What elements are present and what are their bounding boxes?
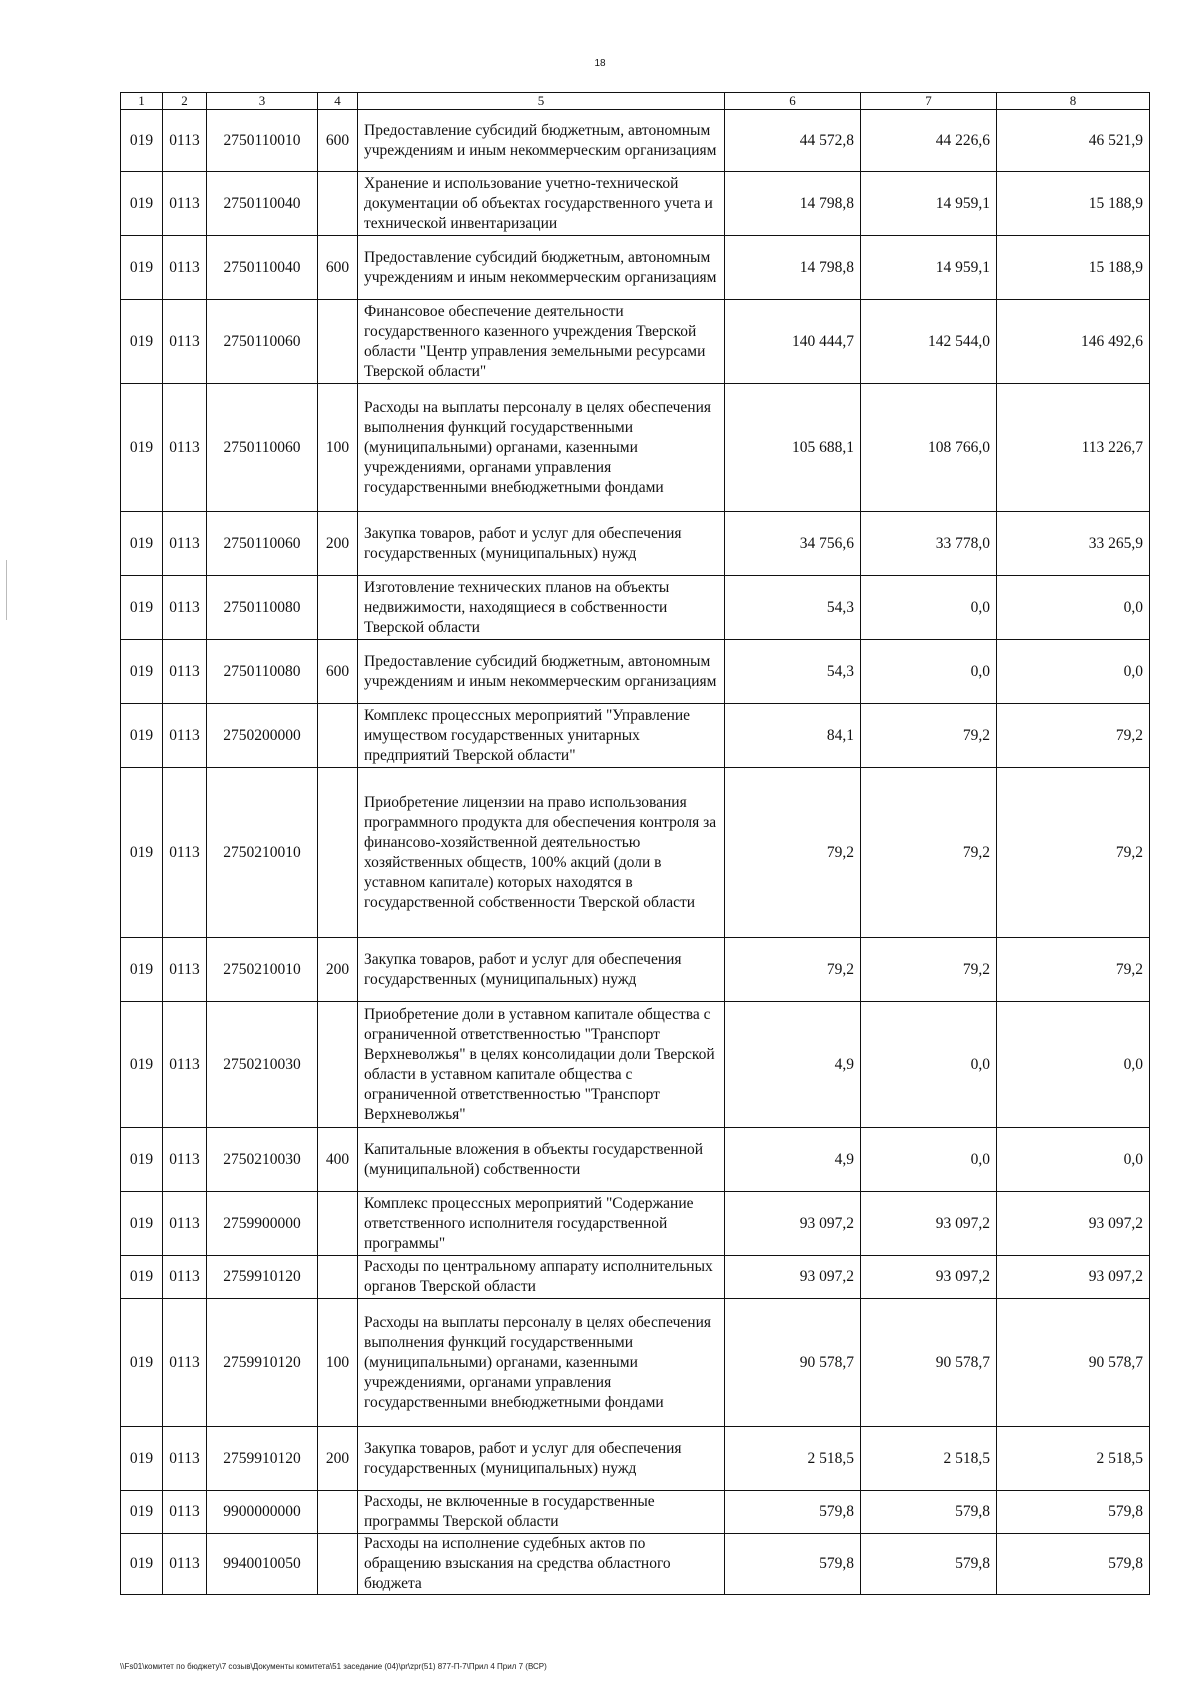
row-description: Предоставление субсидий бюджетным, автономным учреждениям и иным некоммерческим организациям bbox=[358, 236, 725, 300]
target-article-code: 2750110060 bbox=[207, 384, 318, 512]
amount-col-7: 33 778,0 bbox=[861, 512, 997, 576]
table-row bbox=[121, 1002, 1150, 1128]
expense-type-code bbox=[318, 1256, 358, 1299]
row-description: Закупка товаров, работ и услуг для обеспечения государственных (муниципальных) нужд bbox=[358, 1427, 725, 1491]
section-code: 0113 bbox=[163, 384, 207, 512]
admin-code: 019 bbox=[121, 384, 163, 512]
expense-type-code bbox=[318, 300, 358, 384]
amount-col-8: 15 188,9 bbox=[997, 236, 1150, 300]
amount-col-7: 108 766,0 bbox=[861, 384, 997, 512]
admin-code: 019 bbox=[121, 1534, 163, 1595]
target-article-code: 2750210030 bbox=[207, 1002, 318, 1128]
amount-col-8: 79,2 bbox=[997, 938, 1150, 1002]
row-description: Комплекс процессных мероприятий "Управление имуществом государственных унитарных предприятий Тверской области" bbox=[358, 704, 725, 768]
admin-code: 019 bbox=[121, 704, 163, 768]
expense-type-code bbox=[318, 704, 358, 768]
amount-col-8: 79,2 bbox=[997, 768, 1150, 938]
amount-col-7: 0,0 bbox=[861, 576, 997, 640]
row-description: Приобретение доли в уставном капитале общества с ограниченной ответственностью "Транспорт Верхневолжья" в целях консолидации доли Тверской области в уставном капитале общества с ограниченной ответственностью "Транспорт Верхневолжья" bbox=[358, 1002, 725, 1128]
amount-col-6: 2 518,5 bbox=[725, 1427, 861, 1491]
table-row bbox=[121, 768, 1150, 938]
row-description: Комплекс процессных мероприятий "Содержание ответственного исполнителя государственной программы" bbox=[358, 1192, 725, 1256]
admin-code: 019 bbox=[121, 938, 163, 1002]
row-description: Предоставление субсидий бюджетным, автономным учреждениям и иным некоммерческим организациям bbox=[358, 110, 725, 172]
expense-type-code: 100 bbox=[318, 1299, 358, 1427]
amount-col-8: 90 578,7 bbox=[997, 1299, 1150, 1427]
amount-col-6: 34 756,6 bbox=[725, 512, 861, 576]
amount-col-7: 79,2 bbox=[861, 768, 997, 938]
section-code: 0113 bbox=[163, 1299, 207, 1427]
target-article-code: 2750110040 bbox=[207, 172, 318, 236]
section-code: 0113 bbox=[163, 1534, 207, 1595]
table-row bbox=[121, 300, 1150, 384]
section-code: 0113 bbox=[163, 640, 207, 704]
expense-type-code: 100 bbox=[318, 384, 358, 512]
table-row bbox=[121, 1256, 1150, 1299]
amount-col-8: 146 492,6 bbox=[997, 300, 1150, 384]
expense-type-code bbox=[318, 1002, 358, 1128]
header-col-1: 1 bbox=[121, 93, 163, 110]
section-code: 0113 bbox=[163, 300, 207, 384]
expense-type-code bbox=[318, 172, 358, 236]
row-description: Расходы на выплаты персоналу в целях обеспечения выполнения функций государственными (муниципальными) органами, казенными учреждениями, органами управления государственными внебюджетными фондами bbox=[358, 1299, 725, 1427]
table-row bbox=[121, 1192, 1150, 1256]
target-article-code: 2750110080 bbox=[207, 640, 318, 704]
admin-code: 019 bbox=[121, 1256, 163, 1299]
amount-col-8: 0,0 bbox=[997, 1128, 1150, 1192]
header-col-5: 5 bbox=[358, 93, 725, 110]
amount-col-7: 90 578,7 bbox=[861, 1299, 997, 1427]
section-code: 0113 bbox=[163, 1256, 207, 1299]
section-code: 0113 bbox=[163, 1128, 207, 1192]
admin-code: 019 bbox=[121, 640, 163, 704]
row-description: Расходы по центральному аппарату исполнительных органов Тверской области bbox=[358, 1256, 725, 1299]
amount-col-8: 0,0 bbox=[997, 640, 1150, 704]
amount-col-6: 84,1 bbox=[725, 704, 861, 768]
table-row bbox=[121, 1299, 1150, 1427]
amount-col-7: 79,2 bbox=[861, 704, 997, 768]
amount-col-8: 579,8 bbox=[997, 1534, 1150, 1595]
section-code: 0113 bbox=[163, 1491, 207, 1534]
admin-code: 019 bbox=[121, 1002, 163, 1128]
target-article-code: 2750200000 bbox=[207, 704, 318, 768]
amount-col-7: 0,0 bbox=[861, 640, 997, 704]
table-row bbox=[121, 1491, 1150, 1534]
expense-type-code: 200 bbox=[318, 512, 358, 576]
section-code: 0113 bbox=[163, 768, 207, 938]
admin-code: 019 bbox=[121, 512, 163, 576]
amount-col-8: 0,0 bbox=[997, 576, 1150, 640]
target-article-code: 2750210030 bbox=[207, 1128, 318, 1192]
amount-col-6: 4,9 bbox=[725, 1128, 861, 1192]
amount-col-8: 15 188,9 bbox=[997, 172, 1150, 236]
amount-col-7: 93 097,2 bbox=[861, 1192, 997, 1256]
expense-type-code bbox=[318, 768, 358, 938]
header-col-4: 4 bbox=[318, 93, 358, 110]
amount-col-8: 46 521,9 bbox=[997, 110, 1150, 172]
admin-code: 019 bbox=[121, 236, 163, 300]
header-row bbox=[121, 93, 1150, 110]
table-row bbox=[121, 172, 1150, 236]
amount-col-8: 33 265,9 bbox=[997, 512, 1150, 576]
amount-col-8: 79,2 bbox=[997, 704, 1150, 768]
amount-col-6: 90 578,7 bbox=[725, 1299, 861, 1427]
amount-col-8: 113 226,7 bbox=[997, 384, 1150, 512]
amount-col-6: 54,3 bbox=[725, 576, 861, 640]
budget-table bbox=[120, 92, 1150, 1595]
row-description: Закупка товаров, работ и услуг для обеспечения государственных (муниципальных) нужд bbox=[358, 512, 725, 576]
amount-col-6: 14 798,8 bbox=[725, 236, 861, 300]
target-article-code: 2750210010 bbox=[207, 938, 318, 1002]
expense-type-code: 200 bbox=[318, 1427, 358, 1491]
amount-col-7: 0,0 bbox=[861, 1002, 997, 1128]
expense-type-code: 600 bbox=[318, 110, 358, 172]
expense-type-code bbox=[318, 1491, 358, 1534]
amount-col-8: 579,8 bbox=[997, 1491, 1150, 1534]
section-code: 0113 bbox=[163, 1002, 207, 1128]
target-article-code: 2750110040 bbox=[207, 236, 318, 300]
amount-col-6: 79,2 bbox=[725, 938, 861, 1002]
amount-col-7: 2 518,5 bbox=[861, 1427, 997, 1491]
expense-type-code: 600 bbox=[318, 640, 358, 704]
target-article-code: 2759910120 bbox=[207, 1256, 318, 1299]
expense-type-code bbox=[318, 576, 358, 640]
target-article-code: 9940010050 bbox=[207, 1534, 318, 1595]
admin-code: 019 bbox=[121, 1192, 163, 1256]
section-code: 0113 bbox=[163, 236, 207, 300]
target-article-code: 2750110010 bbox=[207, 110, 318, 172]
amount-col-7: 579,8 bbox=[861, 1534, 997, 1595]
admin-code: 019 bbox=[121, 768, 163, 938]
amount-col-6: 579,8 bbox=[725, 1534, 861, 1595]
amount-col-6: 105 688,1 bbox=[725, 384, 861, 512]
amount-col-7: 93 097,2 bbox=[861, 1256, 997, 1299]
table-row bbox=[121, 938, 1150, 1002]
table-row bbox=[121, 704, 1150, 768]
amount-col-7: 579,8 bbox=[861, 1491, 997, 1534]
table-row bbox=[121, 576, 1150, 640]
section-code: 0113 bbox=[163, 110, 207, 172]
amount-col-7: 14 959,1 bbox=[861, 172, 997, 236]
amount-col-6: 93 097,2 bbox=[725, 1256, 861, 1299]
amount-col-6: 579,8 bbox=[725, 1491, 861, 1534]
admin-code: 019 bbox=[121, 1299, 163, 1427]
row-description: Расходы на выплаты персоналу в целях обеспечения выполнения функций государственными (муниципальными) органами, казенными учреждениями, органами управления государственными внебюджетными фондами bbox=[358, 384, 725, 512]
amount-col-7: 142 544,0 bbox=[861, 300, 997, 384]
admin-code: 019 bbox=[121, 110, 163, 172]
table-row bbox=[121, 1427, 1150, 1491]
admin-code: 019 bbox=[121, 1427, 163, 1491]
amount-col-8: 0,0 bbox=[997, 1002, 1150, 1128]
amount-col-6: 4,9 bbox=[725, 1002, 861, 1128]
section-code: 0113 bbox=[163, 704, 207, 768]
admin-code: 019 bbox=[121, 1491, 163, 1534]
scan-edge-mark bbox=[6, 560, 7, 620]
amount-col-7: 44 226,6 bbox=[861, 110, 997, 172]
admin-code: 019 bbox=[121, 300, 163, 384]
page-number: 18 bbox=[594, 58, 606, 69]
header-col-7: 7 bbox=[861, 93, 997, 110]
table-row bbox=[121, 1534, 1150, 1595]
row-description: Хранение и использование учетно-технической документации об объектах государственного учета и технической инвентаризации bbox=[358, 172, 725, 236]
table-row bbox=[121, 512, 1150, 576]
target-article-code: 2759910120 bbox=[207, 1299, 318, 1427]
amount-col-7: 14 959,1 bbox=[861, 236, 997, 300]
section-code: 0113 bbox=[163, 172, 207, 236]
header-col-8: 8 bbox=[997, 93, 1150, 110]
row-description: Изготовление технических планов на объекты недвижимости, находящиеся в собственности Тверской области bbox=[358, 576, 725, 640]
expense-type-code bbox=[318, 1534, 358, 1595]
table-row bbox=[121, 640, 1150, 704]
amount-col-6: 14 798,8 bbox=[725, 172, 861, 236]
header-col-6: 6 bbox=[725, 93, 861, 110]
amount-col-6: 79,2 bbox=[725, 768, 861, 938]
target-article-code: 2750210010 bbox=[207, 768, 318, 938]
expense-type-code: 600 bbox=[318, 236, 358, 300]
header-col-2: 2 bbox=[163, 93, 207, 110]
target-article-code: 2750110080 bbox=[207, 576, 318, 640]
target-article-code: 2759910120 bbox=[207, 1427, 318, 1491]
row-description: Расходы, не включенные в государственные программы Тверской области bbox=[358, 1491, 725, 1534]
amount-col-6: 44 572,8 bbox=[725, 110, 861, 172]
footer-file-path: \\Fs01\комитет по бюджету\7 созыв\Документы комитета\51 заседание (04)\pr\zpr(51) 877-П-7\Прил 4 Прил 7 (ВСР) bbox=[120, 1662, 547, 1671]
row-description: Капитальные вложения в объекты государственной (муниципальной) собственности bbox=[358, 1128, 725, 1192]
admin-code: 019 bbox=[121, 172, 163, 236]
section-code: 0113 bbox=[163, 576, 207, 640]
target-article-code: 2750110060 bbox=[207, 512, 318, 576]
amount-col-6: 140 444,7 bbox=[725, 300, 861, 384]
amount-col-6: 93 097,2 bbox=[725, 1192, 861, 1256]
section-code: 0113 bbox=[163, 1192, 207, 1256]
header-col-3: 3 bbox=[207, 93, 318, 110]
table-row bbox=[121, 110, 1150, 172]
row-description: Предоставление субсидий бюджетным, автономным учреждениям и иным некоммерческим организациям bbox=[358, 640, 725, 704]
amount-col-7: 0,0 bbox=[861, 1128, 997, 1192]
admin-code: 019 bbox=[121, 576, 163, 640]
section-code: 0113 bbox=[163, 512, 207, 576]
amount-col-8: 2 518,5 bbox=[997, 1427, 1150, 1491]
amount-col-6: 54,3 bbox=[725, 640, 861, 704]
expense-type-code: 400 bbox=[318, 1128, 358, 1192]
row-description: Закупка товаров, работ и услуг для обеспечения государственных (муниципальных) нужд bbox=[358, 938, 725, 1002]
amount-col-8: 93 097,2 bbox=[997, 1192, 1150, 1256]
target-article-code: 9900000000 bbox=[207, 1491, 318, 1534]
amount-col-8: 93 097,2 bbox=[997, 1256, 1150, 1299]
expense-type-code bbox=[318, 1192, 358, 1256]
section-code: 0113 bbox=[163, 1427, 207, 1491]
amount-col-7: 79,2 bbox=[861, 938, 997, 1002]
admin-code: 019 bbox=[121, 1128, 163, 1192]
table-row bbox=[121, 1128, 1150, 1192]
row-description: Расходы на исполнение судебных актов по обращению взыскания на средства областного бюджета bbox=[358, 1534, 725, 1595]
row-description: Приобретение лицензии на право использования программного продукта для обеспечения контроля за финансово-хозяйственной деятельностью хозяйственных обществ, 100% акций (доли в уставном капитале) которых находятся в государственной собственности Тверской области bbox=[358, 768, 725, 938]
row-description: Финансовое обеспечение деятельности государственного казенного учреждения Тверской области "Центр управления земельными ресурсами Тверской области" bbox=[358, 300, 725, 384]
target-article-code: 2759900000 bbox=[207, 1192, 318, 1256]
section-code: 0113 bbox=[163, 938, 207, 1002]
target-article-code: 2750110060 bbox=[207, 300, 318, 384]
table-row bbox=[121, 384, 1150, 512]
expense-type-code: 200 bbox=[318, 938, 358, 1002]
table-row bbox=[121, 236, 1150, 300]
